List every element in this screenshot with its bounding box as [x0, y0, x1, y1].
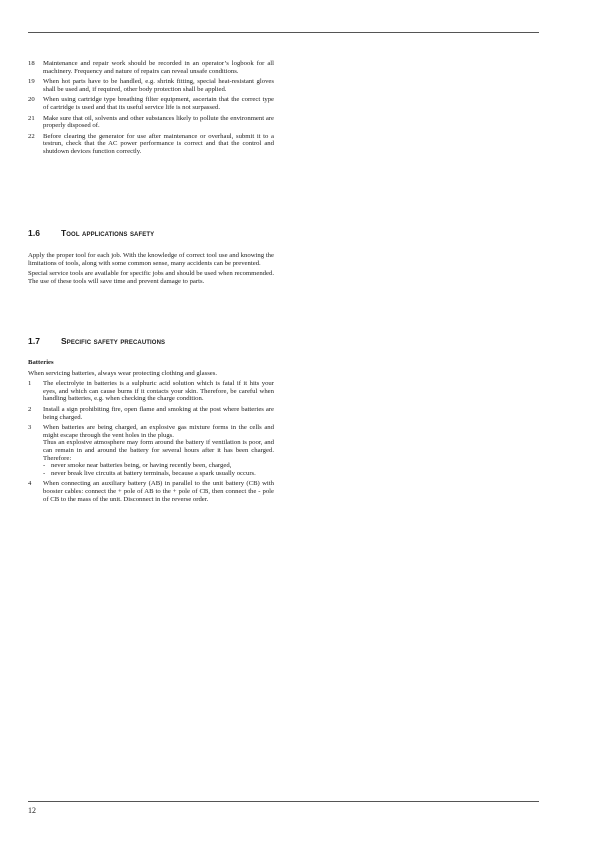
list-item: [28, 96, 274, 111]
list-item: [28, 60, 274, 75]
top-rule: [28, 32, 539, 33]
item-number: 3: [28, 424, 32, 432]
section-heading-1-7: [28, 336, 165, 346]
section-heading-1-6: [28, 228, 154, 238]
intro-text: When servicing batteries, always wear protecting clothing and glasses.: [28, 369, 218, 377]
item-number: 20: [28, 96, 35, 104]
item-number: 1: [28, 380, 32, 388]
section-1-7-body: [28, 359, 274, 506]
list-item: [28, 133, 274, 156]
item-text: When connecting an auxiliary battery (AB) in parallel to the unit battery (CB) with booster cables: connect the + pole of AB to the + pole of CB, then connect the - pole of CB to the mass of the unit. Disconnect in the reverse order.: [43, 480, 274, 503]
dash-marker: -: [43, 462, 46, 470]
list-item: [28, 480, 274, 503]
dash-item: [43, 470, 274, 478]
item-number: 4: [28, 480, 32, 488]
maintenance-list: [28, 60, 274, 159]
list-item: [28, 406, 274, 421]
item-body: [43, 424, 274, 477]
item-text: Make sure that oil, solvents and other substances likely to pollute the environment are properly disposed of.: [43, 114, 274, 130]
paragraph: Special service tools are available for specific jobs and should be used when recommended. The use of these tools will save time and prevent damage to parts.: [28, 270, 274, 285]
section-title: Specific safety precautions: [61, 336, 166, 346]
list-item: [28, 115, 274, 130]
item-text: When using cartridge type breathing filter equipment, ascertain that the correct type of cartridge is used and that its useful service life is not surpassed.: [43, 96, 274, 111]
dash-text: never smoke near batteries being, or having recently been, charged,: [51, 462, 232, 470]
item-text: When hot parts have to be handled, e.g. shrink fitting, special heat-resistant gloves shall be used and, if required, other body protection shall be applied.: [43, 78, 274, 93]
list-item: [28, 78, 274, 93]
item-text: When batteries are being charged, an explosive gas mixture forms in the cells and might escape through the vent holes in the plugs.: [43, 424, 274, 439]
dash-text: never break live circuits at battery terminals, because a spark usually occurs.: [51, 469, 256, 477]
item-number: 19: [28, 78, 35, 86]
list-item: [28, 380, 274, 403]
paragraph: Apply the proper tool for each job. With the knowledge of correct tool use and knowing the limitations of tools, along with some common sense, many accidents can be prevented.: [28, 252, 274, 267]
item-number: 2: [28, 405, 32, 413]
item-text: The electrolyte in batteries is a sulphuric acid solution which is fatal if it hits your eyes, and which can cause burns if it contacts your skin. Therefore, be careful when handling batteries, e.g. when checking the charge condition.: [43, 380, 274, 403]
dash-item: [43, 462, 274, 470]
dash-marker: -: [43, 469, 46, 477]
list-item: [28, 424, 274, 477]
page-number: 12: [28, 806, 36, 815]
item-number: 18: [28, 60, 35, 67]
item-text: Install a sign prohibiting fire, open flame and smoking at the post where batteries are being charged.: [43, 405, 274, 421]
section-number: 1.6: [28, 228, 41, 238]
section-title: Tool applications safety: [61, 228, 155, 238]
bottom-rule: [28, 801, 539, 802]
item-text: Before clearing the generator for use after maintenance or overhaul, submit it to a testrun, check that the AC power performance is correct and that the control and shutdown devices function correctly.: [43, 132, 274, 155]
section-1-6-body: [28, 252, 274, 288]
subheading-batteries: Batteries: [28, 359, 54, 366]
item-text-continued: Thus an explosive atmosphere may form around the battery if ventilation is poor, and can remain in and around the battery for several hours after it has been charged. Therefore:: [43, 439, 274, 462]
section-number: 1.7: [28, 336, 41, 346]
item-number: 22: [28, 132, 35, 140]
item-number: 21: [28, 114, 35, 122]
item-text: Maintenance and repair work should be recorded in an operator’s logbook for all machinery. Frequency and nature of repairs can reveal unsafe conditions.: [43, 60, 274, 75]
